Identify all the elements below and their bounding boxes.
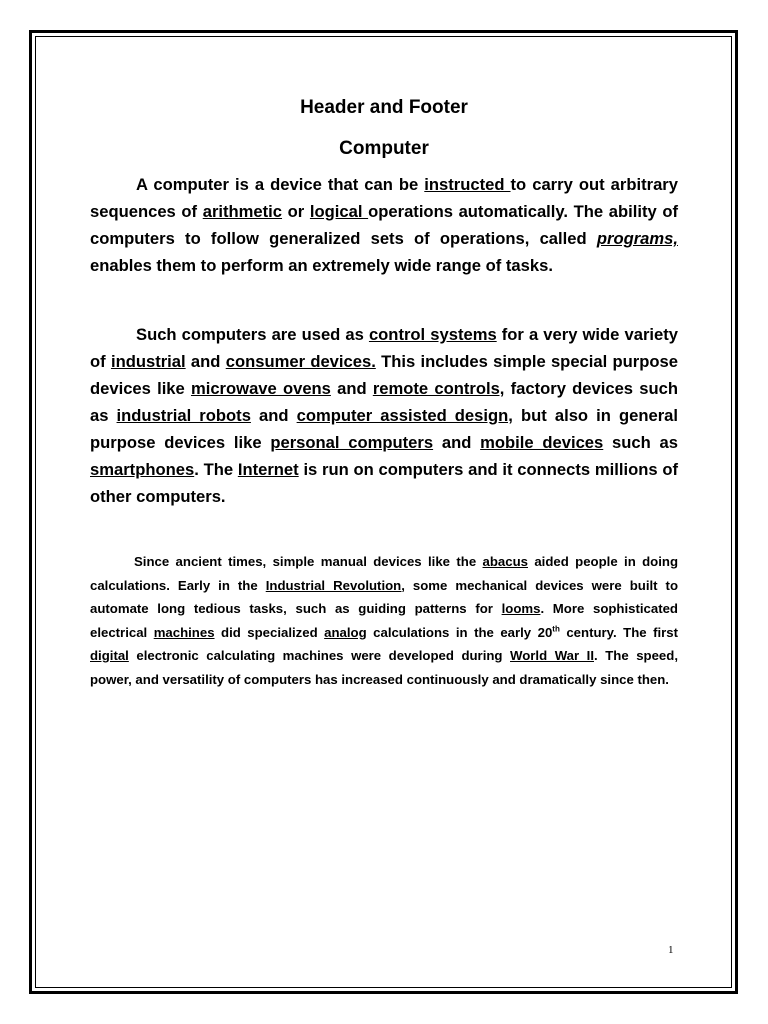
link-smartphones[interactable]: smartphones [90, 460, 195, 479]
link-computer-assisted-design[interactable]: computer assisted design, [296, 406, 513, 425]
paragraph-history [90, 550, 678, 691]
link-programs[interactable]: programs, [596, 229, 678, 248]
text-run: is run on computers and it connects millions of other computers. [90, 460, 678, 506]
link-analog[interactable]: analog [324, 624, 367, 640]
link-personal-computers[interactable]: personal computers [270, 433, 434, 452]
link-microwave-ovens[interactable]: microwave ovens [190, 379, 331, 398]
link-industrial-revolution[interactable]: Industrial Revolution, [265, 577, 405, 593]
text-run: . More sophisticated electrical [90, 601, 678, 640]
text-run: calculations in the early 20 [366, 624, 553, 640]
superscript-th: th [552, 624, 560, 634]
text-run: aided people in doing calculations. Early in the [90, 554, 678, 593]
document-subtitle: Computer [339, 138, 429, 159]
link-machines[interactable]: machines [153, 624, 215, 640]
page-number: 1 [668, 944, 674, 956]
text-run: factory devices such as [90, 379, 678, 425]
text-run: and [185, 352, 226, 371]
text-run: some mechanical devices were built to automate long tedious tasks, such as guiding patterns for [90, 577, 678, 616]
link-digital[interactable]: digital [90, 648, 129, 663]
text-run: did specialized [214, 624, 325, 640]
link-world-war-ii[interactable]: World War II [510, 648, 594, 663]
link-instructed[interactable]: instructed [424, 175, 511, 194]
text-run: century. The first [559, 624, 679, 640]
text-run: such as [603, 433, 678, 452]
text-run: or [282, 202, 310, 221]
link-looms[interactable]: looms [501, 601, 541, 616]
text-run: and [330, 379, 373, 398]
text-run: This includes simple special purpose devices like [90, 352, 678, 398]
text-run: Such computers are used as [136, 325, 369, 344]
text-run: operations automatically. The ability of computers to follow generalized sets of operations, called [90, 202, 679, 248]
text-run: A computer is a device that can be [136, 175, 425, 194]
paragraph-uses [90, 321, 678, 510]
link-internet[interactable]: Internet [237, 460, 299, 479]
text-run: and [250, 406, 297, 425]
link-arithmetic[interactable]: arithmetic [202, 202, 283, 221]
link-control-systems[interactable]: control systems [368, 325, 497, 344]
paragraph-definition [90, 171, 678, 279]
link-mobile-devices[interactable]: mobile devices [480, 433, 604, 452]
header-title: Header and Footer [300, 97, 468, 118]
link-industrial-robots[interactable]: industrial robots [116, 406, 251, 425]
text-run: Since ancient times, simple manual devices like the [134, 554, 483, 569]
link-abacus[interactable]: abacus [482, 554, 528, 569]
text-run: . The [194, 460, 238, 479]
text-run: but also in general purpose devices like [90, 406, 678, 452]
link-industrial[interactable]: industrial [110, 352, 186, 371]
text-run: to carry out arbitrary sequences of [90, 175, 678, 221]
link-remote-controls[interactable]: remote controls, [372, 379, 505, 398]
document-body [90, 92, 678, 691]
text-run: enables them to perform an extremely wide range of tasks. [90, 256, 553, 275]
link-consumer-devices[interactable]: consumer devices. [225, 352, 376, 371]
text-run: electronic calculating machines were developed during [128, 648, 511, 663]
text-run: . The speed, power, and versatility of computers has increased continuously and dramatically since then. [90, 648, 678, 687]
link-logical[interactable]: logical [309, 202, 369, 221]
text-run: for a very wide variety of [90, 325, 679, 371]
text-run: and [433, 433, 481, 452]
